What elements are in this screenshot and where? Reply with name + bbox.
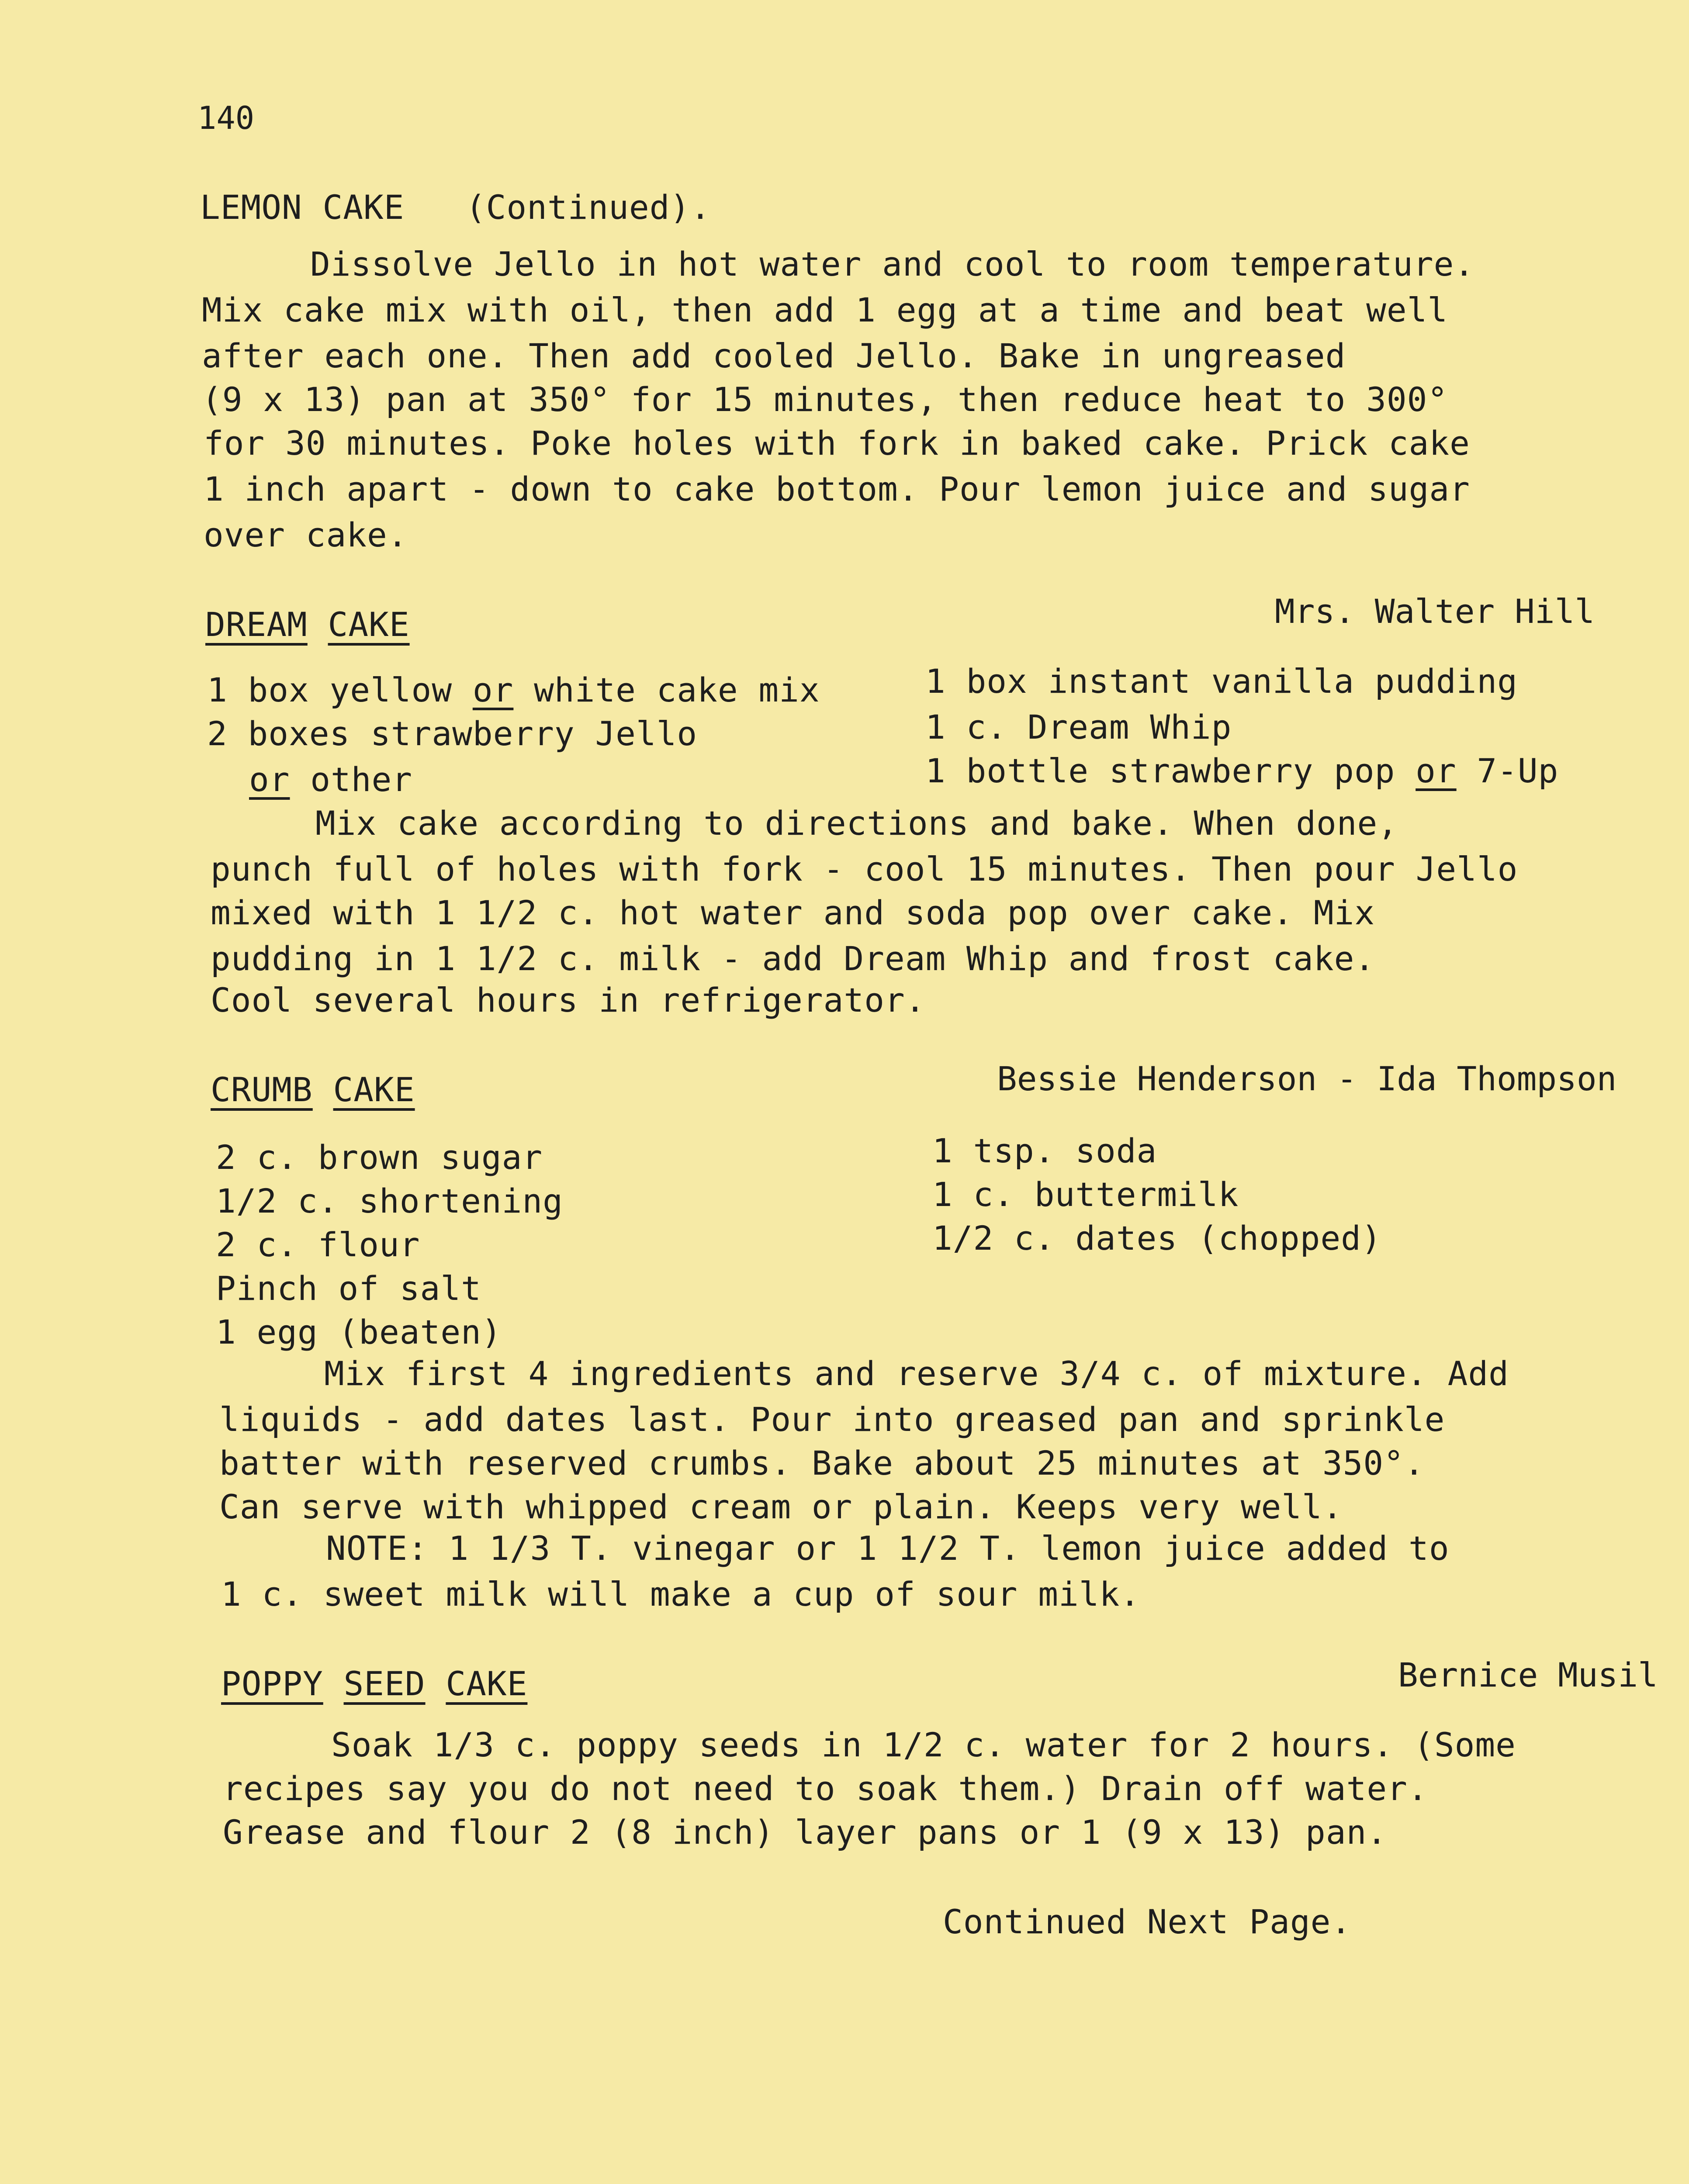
dream-cake-ingredient: 1 box instant vanilla pudding [925, 662, 1518, 701]
lemon-cake-line: (9 x 13) pan at 350° for 15 minutes, then reduce heat to 300° [202, 380, 1448, 419]
crumb-cake-line: liquids - add dates last. Pour into greased pan and sprinkle [219, 1400, 1445, 1439]
dream-cake-ingredient: 1 box yellow or white cake mix [207, 670, 820, 709]
dream-cake-ingredient: 1 c. Dream Whip [925, 708, 1232, 746]
dream-cake-line: Cool several hours in refrigerator. [211, 981, 926, 1019]
crumb-cake-ingredient: 1 egg (beaten) [216, 1313, 502, 1351]
crumb-cake-ingredient: 1 c. buttermilk [932, 1175, 1239, 1214]
continued-next-page: Continued Next Page. [943, 1902, 1352, 1941]
lemon-cake-line: Dissolve Jello in hot water and cool to room temperature. [310, 245, 1475, 283]
crumb-cake-ingredient: 1 tsp. soda [932, 1131, 1157, 1170]
crumb-cake-line: Mix first 4 ingredients and reserve 3/4 c. of mixture. Add [324, 1354, 1509, 1393]
lemon-cake-line: over cake. [204, 515, 408, 554]
lemon-cake-title: LEMON CAKE [200, 188, 405, 227]
poppy-seed-cake-line: Soak 1/3 c. poppy seeds in 1/2 c. water for 2 hours. (Some [331, 1725, 1516, 1764]
crumb-cake-line: batter with reserved crumbs. Bake about 25 minutes at 350°. [219, 1444, 1425, 1482]
dream-cake-line: Mix cake according to directions and bake. When done, [315, 804, 1398, 843]
lemon-cake-heading [200, 188, 711, 227]
crumb-cake-line: NOTE: 1 1/3 T. vinegar or 1 1/2 T. lemon juice added to [326, 1529, 1450, 1568]
page-number: 140 [197, 100, 255, 136]
crumb-cake-ingredient: 2 c. brown sugar [216, 1138, 543, 1177]
poppy-seed-cake-line: Grease and flour 2 (8 inch) layer pans or 1 (9 x 13) pan. [223, 1813, 1388, 1852]
lemon-cake-line: for 30 minutes. Poke holes with fork in baked cake. Prick cake [204, 424, 1470, 463]
dream-cake-line: mixed with 1 1/2 c. hot water and soda pop over cake. Mix [211, 893, 1375, 932]
dream-cake-ingredient: 1 bottle strawberry pop or 7-Up [925, 751, 1559, 790]
crumb-cake-line: Can serve with whipped cream or plain. Keeps very well. [219, 1487, 1343, 1526]
crumb-cake-title: CRUMB CAKE [211, 1070, 415, 1109]
crumb-cake-ingredient: 1/2 c. dates (chopped) [932, 1219, 1382, 1258]
lemon-cake-line: after each one. Then add cooled Jello. Bake in ungreased [202, 336, 1346, 375]
lemon-cake-line: 1 inch apart - down to cake bottom. Pour lemon juice and sugar [204, 470, 1470, 508]
dream-cake-line: punch full of holes with fork - cool 15 minutes. Then pour Jello [211, 850, 1518, 888]
dream-cake-ingredient: or other [249, 760, 413, 799]
crumb-cake-author: Bessie Henderson - Ida Thompson [997, 1059, 1617, 1098]
crumb-cake-line: 1 c. sweet milk will make a cup of sour milk. [221, 1575, 1141, 1614]
dream-cake-line: pudding in 1 1/2 c. milk - add Dream Whip and frost cake. [211, 939, 1375, 978]
lemon-cake-line: Mix cake mix with oil, then add 1 egg at a time and beat well [202, 290, 1448, 329]
crumb-cake-ingredient: 2 c. flour [216, 1225, 420, 1264]
lemon-cake-suffix: (Continued). [465, 188, 711, 227]
poppy-seed-cake-line: recipes say you do not need to soak them.) Drain off water. [223, 1769, 1428, 1808]
dream-cake-title: DREAM CAKE [205, 605, 410, 644]
crumb-cake-ingredient: 1/2 c. shortening [216, 1182, 563, 1220]
dream-cake-ingredient: 2 boxes strawberry Jello [207, 714, 698, 753]
poppy-seed-cake-title: POPPY SEED CAKE [221, 1664, 528, 1703]
dream-cake-author: Mrs. Walter Hill [1275, 592, 1595, 631]
crumb-cake-ingredient: Pinch of salt [216, 1269, 481, 1308]
poppy-seed-cake-author: Bernice Musil [1398, 1655, 1658, 1694]
